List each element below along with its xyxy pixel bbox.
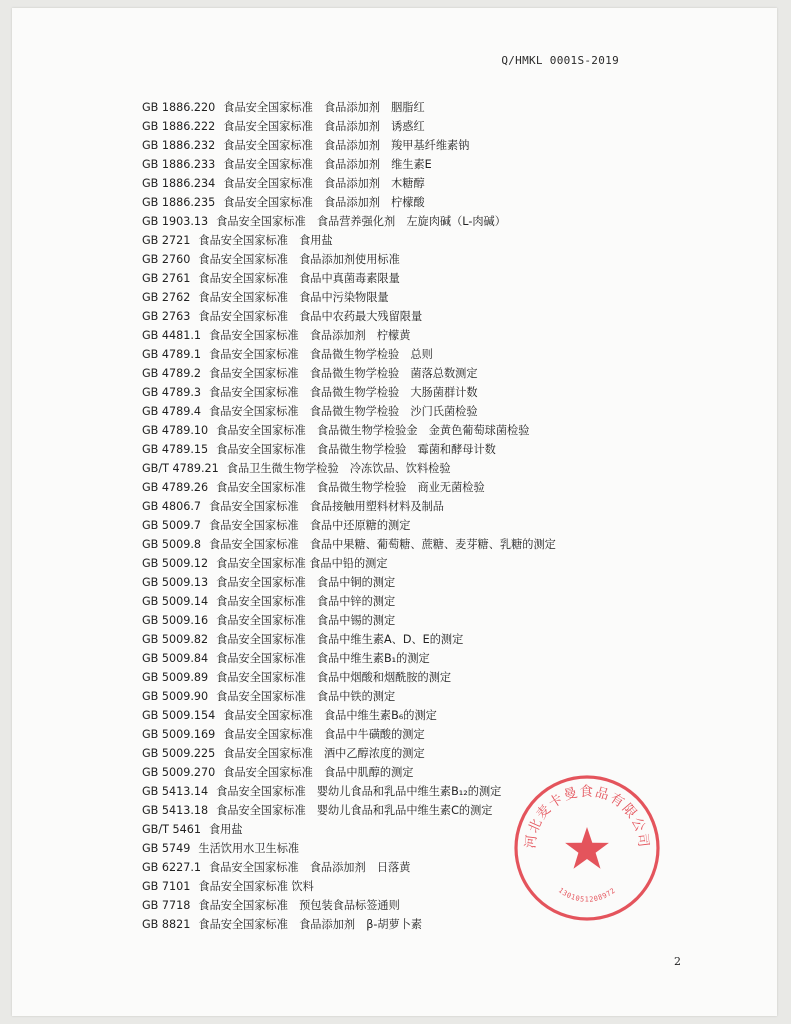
standard-item — [142, 668, 556, 687]
standard-title: 食品安全国家标准 食品中真菌毒素限量 — [198, 272, 400, 285]
page-number: 2 — [674, 955, 681, 968]
standard-item — [142, 478, 556, 497]
standard-code: GB 1886.234 — [142, 177, 216, 190]
standard-title: 食品安全国家标准 食品中锡的测定 — [216, 614, 396, 627]
standard-title: 食品安全国家标准 食品添加剂 日落黄 — [209, 861, 411, 874]
standard-title: 食用盐 — [208, 823, 243, 836]
standard-title: 食品安全国家标准 食品营养强化剂 左旋肉碱（L-肉碱） — [216, 215, 506, 228]
standard-title: 生活饮用水卫生标准 — [198, 842, 300, 855]
standards-list — [142, 98, 556, 934]
standard-item — [142, 858, 556, 877]
standard-title: 食品安全国家标准 酒中乙醇浓度的测定 — [223, 747, 425, 760]
standard-code: GB 5009.154 — [142, 709, 216, 722]
standard-title: 食品安全国家标准 婴幼儿食品和乳品中维生素B₁₂的测定 — [216, 785, 502, 798]
standard-code: GB 4806.7 — [142, 500, 202, 513]
standard-code: GB 5009.7 — [142, 519, 202, 532]
standard-title: 食品安全国家标准 食品中维生素A、D、E的测定 — [216, 633, 464, 646]
standard-item — [142, 535, 556, 554]
standard-code: GB 5009.169 — [142, 728, 216, 741]
standard-item — [142, 744, 556, 763]
standard-item — [142, 155, 556, 174]
standard-code: GB 5749 — [142, 842, 191, 855]
standard-title: 食品安全国家标准 食品微生物学检验 商业无菌检验 — [216, 481, 485, 494]
standard-item — [142, 915, 556, 934]
seal-number: 1301051208972 — [556, 886, 618, 904]
standard-code: GB 2762 — [142, 291, 191, 304]
standard-item — [142, 383, 556, 402]
standard-title: 食品安全国家标准 食品中农药最大残留限量 — [198, 310, 423, 323]
standard-item — [142, 763, 556, 782]
standard-title: 食品安全国家标准 食品中锌的测定 — [216, 595, 396, 608]
standard-title: 食品安全国家标准 食品接触用塑料材料及制品 — [209, 500, 444, 513]
standard-title: 食品安全国家标准 食品中铁的测定 — [216, 690, 396, 703]
standard-title: 食品安全国家标准 食品添加剂 诱惑红 — [223, 120, 425, 133]
standard-title: 食品安全国家标准 食品微生物学检验金 金黄色葡萄球菌检验 — [216, 424, 530, 437]
standard-item — [142, 231, 556, 250]
standard-title: 食品安全国家标准 饮料 — [198, 880, 314, 893]
standard-item — [142, 573, 556, 592]
standard-code: GB 2763 — [142, 310, 191, 323]
standard-code: GB 4789.26 — [142, 481, 209, 494]
standard-item — [142, 288, 556, 307]
standard-item — [142, 326, 556, 345]
standard-item — [142, 611, 556, 630]
standard-item — [142, 440, 556, 459]
standard-code: GB 5413.14 — [142, 785, 209, 798]
standard-title: 食品卫生微生物学检验 冷冻饮品、饮料检验 — [226, 462, 451, 475]
standard-code: GB 6227.1 — [142, 861, 202, 874]
standard-item — [142, 706, 556, 725]
standard-code: GB 5009.82 — [142, 633, 209, 646]
seal-star-icon — [565, 827, 609, 869]
standard-title: 食品安全国家标准 食品添加剂 维生素E — [223, 158, 432, 171]
standard-code: GB 4789.4 — [142, 405, 202, 418]
standard-code: GB 1886.235 — [142, 196, 216, 209]
standard-item — [142, 193, 556, 212]
standard-title: 食品安全国家标准 食用盐 — [198, 234, 333, 247]
standard-item — [142, 820, 556, 839]
standard-code: GB 2721 — [142, 234, 191, 247]
standard-title: 食品安全国家标准 食品微生物学检验 总则 — [209, 348, 433, 361]
standard-title: 食品安全国家标准 食品微生物学检验 大肠菌群计数 — [209, 386, 478, 399]
standard-title: 食品安全国家标准 食品中维生素B₁的测定 — [216, 652, 430, 665]
standard-title: 食品安全国家标准 食品中铅的测定 — [216, 557, 388, 570]
standard-code: GB 4789.1 — [142, 348, 202, 361]
standard-code: GB 1886.222 — [142, 120, 216, 133]
standard-code: GB/T 5461 — [142, 823, 201, 836]
standard-code: GB 4481.1 — [142, 329, 202, 342]
standard-title: 食品安全国家标准 食品添加剂 β-胡萝卜素 — [198, 918, 423, 931]
standard-title: 食品安全国家标准 食品添加剂 柠檬酸 — [223, 196, 425, 209]
standard-code: GB 5009.89 — [142, 671, 209, 684]
standard-item — [142, 136, 556, 155]
standard-item — [142, 117, 556, 136]
standard-title: 食品安全国家标准 食品添加剂使用标准 — [198, 253, 400, 266]
standard-item — [142, 421, 556, 440]
standard-code: GB 4789.15 — [142, 443, 209, 456]
standard-title: 食品安全国家标准 食品中维生素B₆的测定 — [223, 709, 437, 722]
standard-title: 食品安全国家标准 食品中污染物限量 — [198, 291, 389, 304]
standard-title: 食品安全国家标准 食品中果糖、葡萄糖、蔗糖、麦芽糖、乳糖的测定 — [209, 538, 556, 551]
standard-code: GB 1886.232 — [142, 139, 216, 152]
standard-title: 食品安全国家标准 食品添加剂 羧甲基纤维素钠 — [223, 139, 470, 152]
standard-item — [142, 782, 556, 801]
standard-code: GB 1886.233 — [142, 158, 216, 171]
standard-code: GB 5009.225 — [142, 747, 216, 760]
standard-item — [142, 402, 556, 421]
standard-code: GB 5009.90 — [142, 690, 209, 703]
standard-code: GB/T 4789.21 — [142, 462, 219, 475]
document-page — [12, 8, 777, 1016]
standard-item — [142, 839, 556, 858]
standard-item — [142, 687, 556, 706]
standard-item — [142, 212, 556, 231]
standard-code: GB 5009.8 — [142, 538, 202, 551]
standard-code: GB 4789.3 — [142, 386, 202, 399]
standard-title: 食品安全国家标准 食品微生物学检验 沙门氏菌检验 — [209, 405, 478, 418]
standard-code: GB 2760 — [142, 253, 191, 266]
standard-title: 食品安全国家标准 食品添加剂 木糖醇 — [223, 177, 425, 190]
standard-item — [142, 877, 556, 896]
standard-item — [142, 345, 556, 364]
standard-item — [142, 459, 556, 478]
standard-code: GB 8821 — [142, 918, 191, 931]
standard-title: 食品安全国家标准 食品添加剂 胭脂红 — [223, 101, 425, 114]
standard-item — [142, 307, 556, 326]
standard-title: 食品安全国家标准 食品微生物学检验 菌落总数测定 — [209, 367, 478, 380]
document-code: Q/HMKL 0001S-2019 — [501, 54, 619, 67]
standard-code: GB 7101 — [142, 880, 191, 893]
standard-code: GB 5009.270 — [142, 766, 216, 779]
standard-code: GB 5413.18 — [142, 804, 209, 817]
standard-item — [142, 174, 556, 193]
standard-title: 食品安全国家标准 食品中牛磺酸的测定 — [223, 728, 425, 741]
standard-item — [142, 725, 556, 744]
standard-code: GB 1903.13 — [142, 215, 209, 228]
standard-code: GB 5009.12 — [142, 557, 209, 570]
standard-title: 食品安全国家标准 婴幼儿食品和乳品中维生素C的测定 — [216, 804, 493, 817]
standard-code: GB 5009.14 — [142, 595, 209, 608]
standard-title: 食品安全国家标准 食品中铜的测定 — [216, 576, 396, 589]
standard-item — [142, 497, 556, 516]
company-seal — [512, 773, 662, 923]
standard-item — [142, 269, 556, 288]
standard-title: 食品安全国家标准 食品中还原糖的测定 — [209, 519, 411, 532]
standard-title: 食品安全国家标准 食品添加剂 柠檬黄 — [209, 329, 411, 342]
standard-item — [142, 98, 556, 117]
standard-title: 食品安全国家标准 预包装食品标签通则 — [198, 899, 400, 912]
standard-title: 食品安全国家标准 食品微生物学检验 霉菌和酵母计数 — [216, 443, 496, 456]
standard-code: GB 5009.84 — [142, 652, 209, 665]
standard-code: GB 7718 — [142, 899, 191, 912]
standard-item — [142, 364, 556, 383]
standard-code: GB 4789.10 — [142, 424, 209, 437]
standard-item — [142, 592, 556, 611]
standard-code: GB 5009.16 — [142, 614, 209, 627]
standard-item — [142, 801, 556, 820]
standard-code: GB 5009.13 — [142, 576, 209, 589]
standard-title: 食品安全国家标准 食品中肌醇的测定 — [223, 766, 414, 779]
standard-code: GB 2761 — [142, 272, 191, 285]
standard-title: 食品安全国家标准 食品中烟酸和烟酰胺的测定 — [216, 671, 452, 684]
standard-item — [142, 896, 556, 915]
standard-item — [142, 250, 556, 269]
seal-company-name: 河北麦卡曼食品有限公司 — [522, 783, 652, 850]
svg-text:1301051208972 — [557, 886, 617, 903]
standard-item — [142, 554, 556, 573]
standard-item — [142, 516, 556, 535]
standard-code: GB 4789.2 — [142, 367, 202, 380]
standard-item — [142, 630, 556, 649]
standard-item — [142, 649, 556, 668]
standard-code: GB 1886.220 — [142, 101, 216, 114]
